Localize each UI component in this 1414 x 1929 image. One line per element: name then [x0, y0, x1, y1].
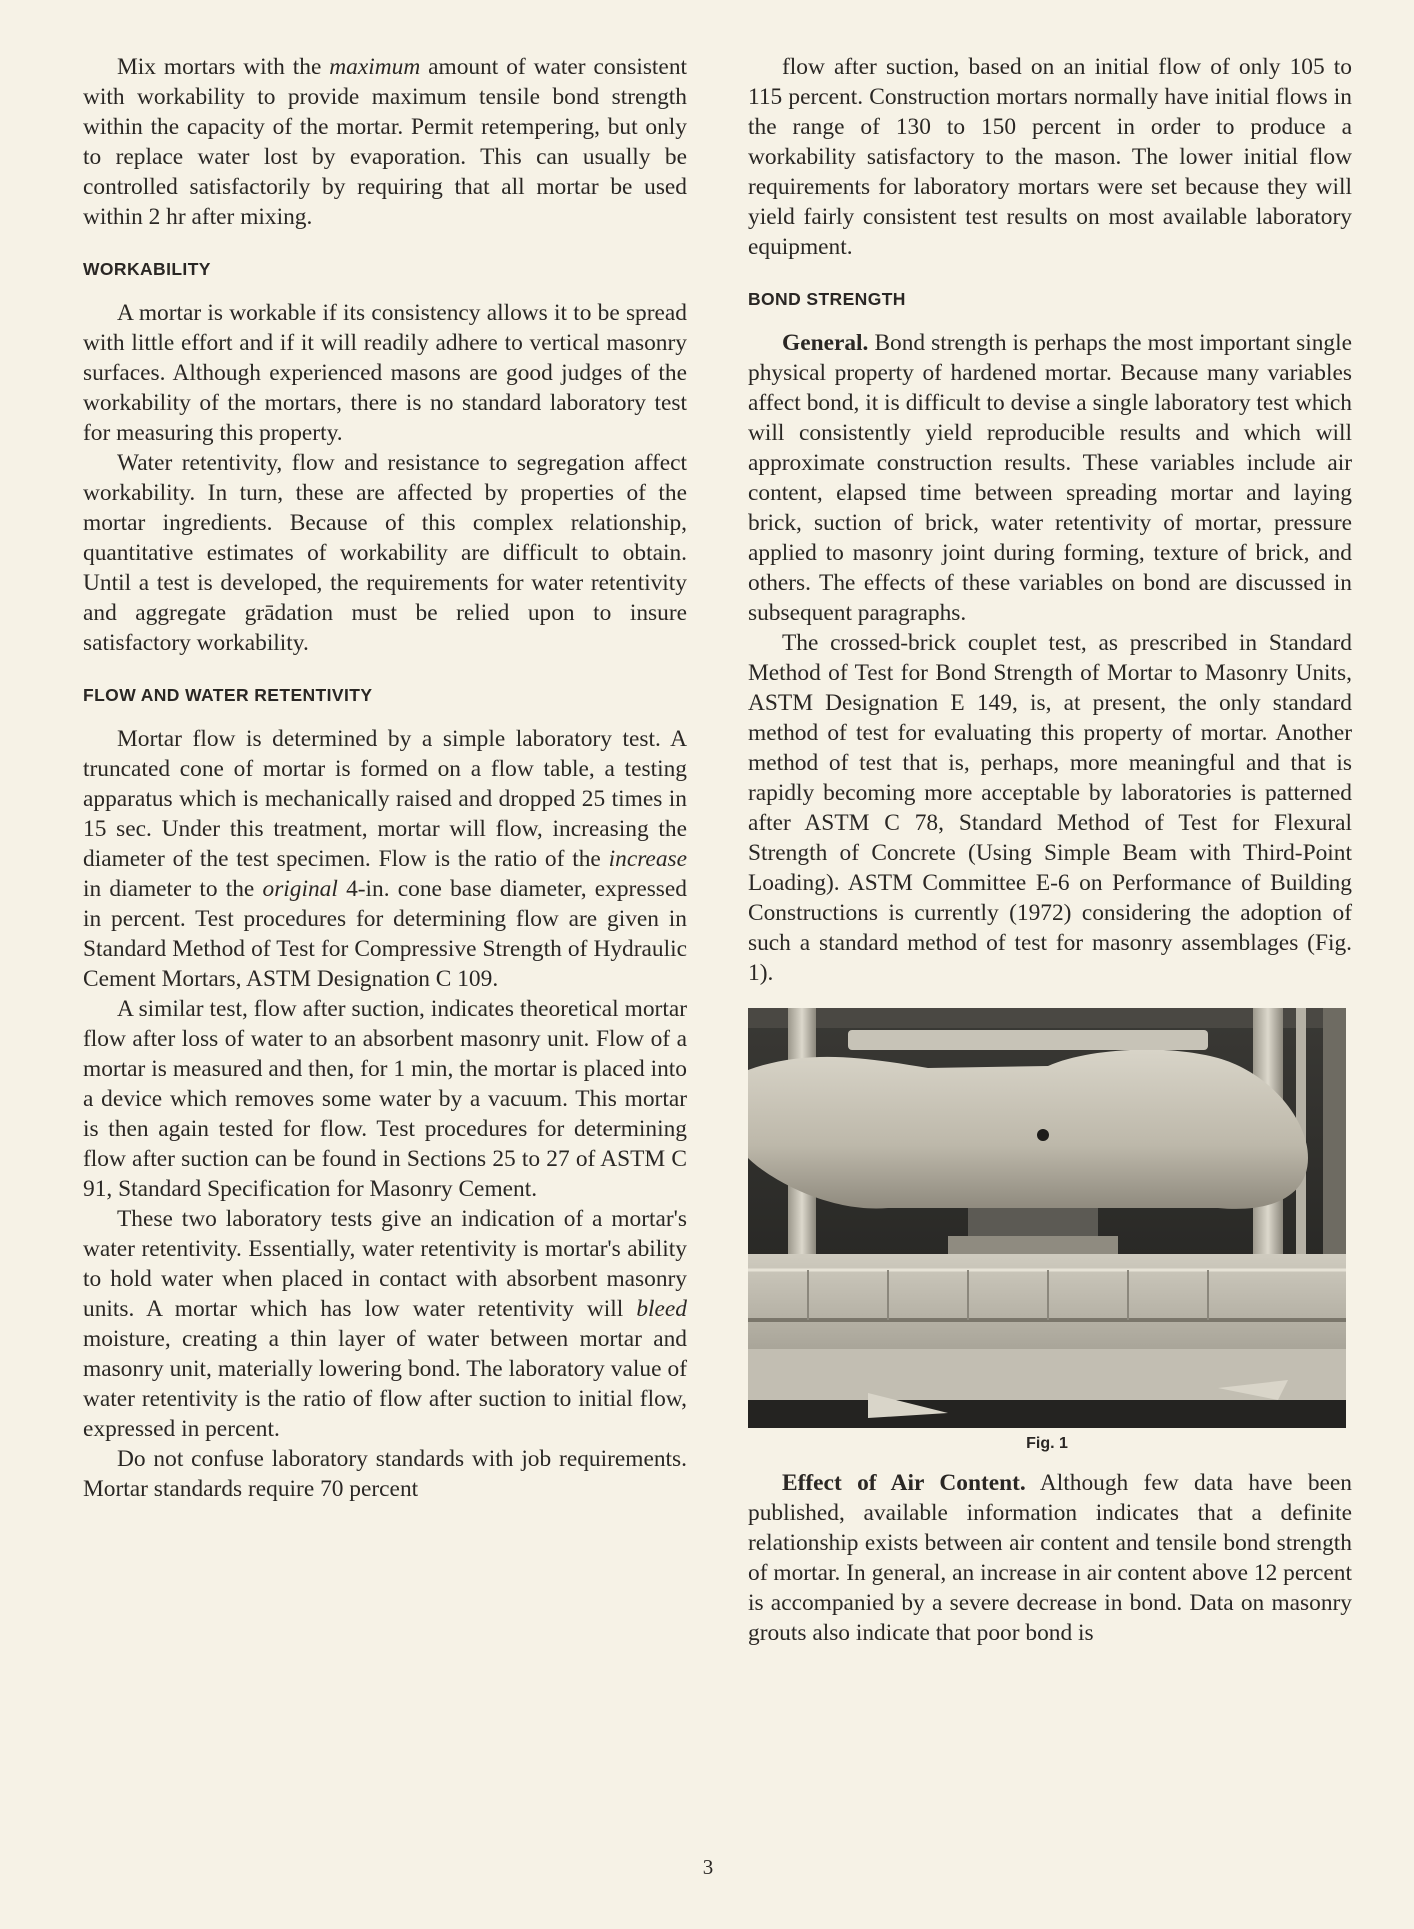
paragraph-workability-definition: A mortar is workable if its consistency allows it to be spread with little effort and if it will readily adhere to vertical masonry surfaces. Although experienced masons are good judges of the workability of the mortars, there is no standard laboratory test for measuring this property.	[83, 300, 687, 446]
right-column	[748, 52, 1352, 1648]
page-number: 3	[702, 1855, 714, 1879]
figure-1-caption: Fig. 1	[1026, 1435, 1068, 1452]
left-column	[83, 52, 687, 1504]
heading-workability: WORKABILITY	[83, 259, 211, 279]
heading-flow-water-retentivity: FLOW AND WATER RETENTIVITY	[83, 685, 373, 705]
heading-bond-strength: BOND STRENGTH	[748, 289, 906, 309]
run-in-heading-general: General.	[782, 330, 869, 356]
testing-apparatus-photo	[748, 1008, 1346, 1428]
paragraph-water-retentivity: These two laboratory tests give an indication of a mortar's water retentivity. Essentially, water retentivity is mortar's ability to hold water when placed in contact with absorbent masonry units. A mortar which has low water retentivity will bleed moisture, creating a thin layer of water between mortar and masonry unit, materially lowering bond. The laboratory value of water retentivity is the ratio of flow after suction to initial flow, expressed in percent.	[83, 1206, 687, 1442]
figure-1-photo	[748, 1008, 1346, 1428]
paragraph-mortar-flow: Mortar flow is determined by a simple laboratory test. A truncated cone of mortar is formed on a flow table, a testing apparatus which is mechanically raised and dropped 25 times in 15 sec. Under this treatment, mortar will flow, increasing the diameter of the test specimen. Flow is the ratio of the increase in diameter to the original 4-in. cone base diameter, expressed in percent. Test procedures for determining flow are given in Standard Method of Test for Compressive Strength of Hydraulic Cement Mortars, ASTM Designation C 109.	[83, 726, 687, 992]
paragraph-flow-after-suction: A similar test, flow after suction, indicates theoretical mortar flow after loss of water to an absorbent masonry unit. Flow of a mortar is measured and then, for 1 min, the mortar is placed into a device which removes some water by a vacuum. This mortar is then again tested for flow. Test procedures for determining flow after suction can be found in Sections 25 to 27 of ASTM C 91, Standard Specification for Masonry Cement.	[83, 996, 687, 1202]
paragraph-laboratory-standards: Do not confuse laboratory standards with job requirements. Mortar standards require 70 percent	[83, 1446, 687, 1502]
paragraph-workability-factors: Water retentivity, flow and resistance to segregation affect workability. In turn, these are affected by properties of the mortar ingredients. Because of this complex relationship, quantitative estimates of workability are difficult to obtain. Until a test is developed, the requirements for water retentivity and aggregate grādation must be relied upon to insure satisfactory workability.	[83, 450, 687, 656]
paragraph-mix-mortars: Mix mortars with the maximum amount of water consistent with workability to provide maximum tensile bond strength within the capacity of the mortar. Permit retempering, but only to replace water lost by evaporation. This can usually be controlled satisfactorily by requiring that all mortar be used within 2 hr after mixing.	[83, 54, 688, 230]
paragraph-crossed-brick-test: The crossed-brick couplet test, as prescribed in Standard Method of Test for Bond Strength of Mortar to Masonry Units, ASTM Designation E 149, is, at present, the only standard method of test for evaluating this property of mortar. Another method of test that is, perhaps, more meaningful and that is rapidly becoming more acceptable by laboratories is patterned after ASTM C 78, Standard Method of Test for Flexural Strength of Concrete (Using Simple Beam with Third-Point Loading). ASTM Committee E-6 on Performance of Building Constructions is currently (1972) considering the adoption of such a standard method of test for masonry assemblages (Fig. 1).	[748, 630, 1352, 986]
paragraph-air-content: Effect of Air Content. Although few data have been published, available information indicates that a definite relationship exists between air content and tensile bond strength of mortar. In general, an increase in air content above 12 percent is accompanied by a severe decrease in bond. Data on masonry grouts also indicate that poor bond is	[748, 1470, 1353, 1646]
paragraph-bond-general: General. Bond strength is perhaps the most important single physical property of hardened mortar. Because many variables affect bond, it is difficult to devise a single laboratory test which will consistently yield reproducible results and which will approximate construction results. These variables include air content, elapsed time between spreading mortar and laying brick, suction of brick, water retentivity of mortar, pressure applied to masonry joint during forming, texture of brick, and others. The effects of these variables on bond are discussed in subsequent paragraphs.	[748, 330, 1352, 626]
paragraph-initial-flow: flow after suction, based on an initial flow of only 105 to 115 percent. Construction mortars normally have initial flows in the range of 130 to 150 percent in order to produce a workability satisfactory to the mason. The lower initial flow requirements for laboratory mortars were set because they will yield fairly consistent test results on most available laboratory equipment.	[748, 54, 1352, 260]
run-in-heading-air-content: Effect of Air Content.	[782, 1470, 1026, 1496]
